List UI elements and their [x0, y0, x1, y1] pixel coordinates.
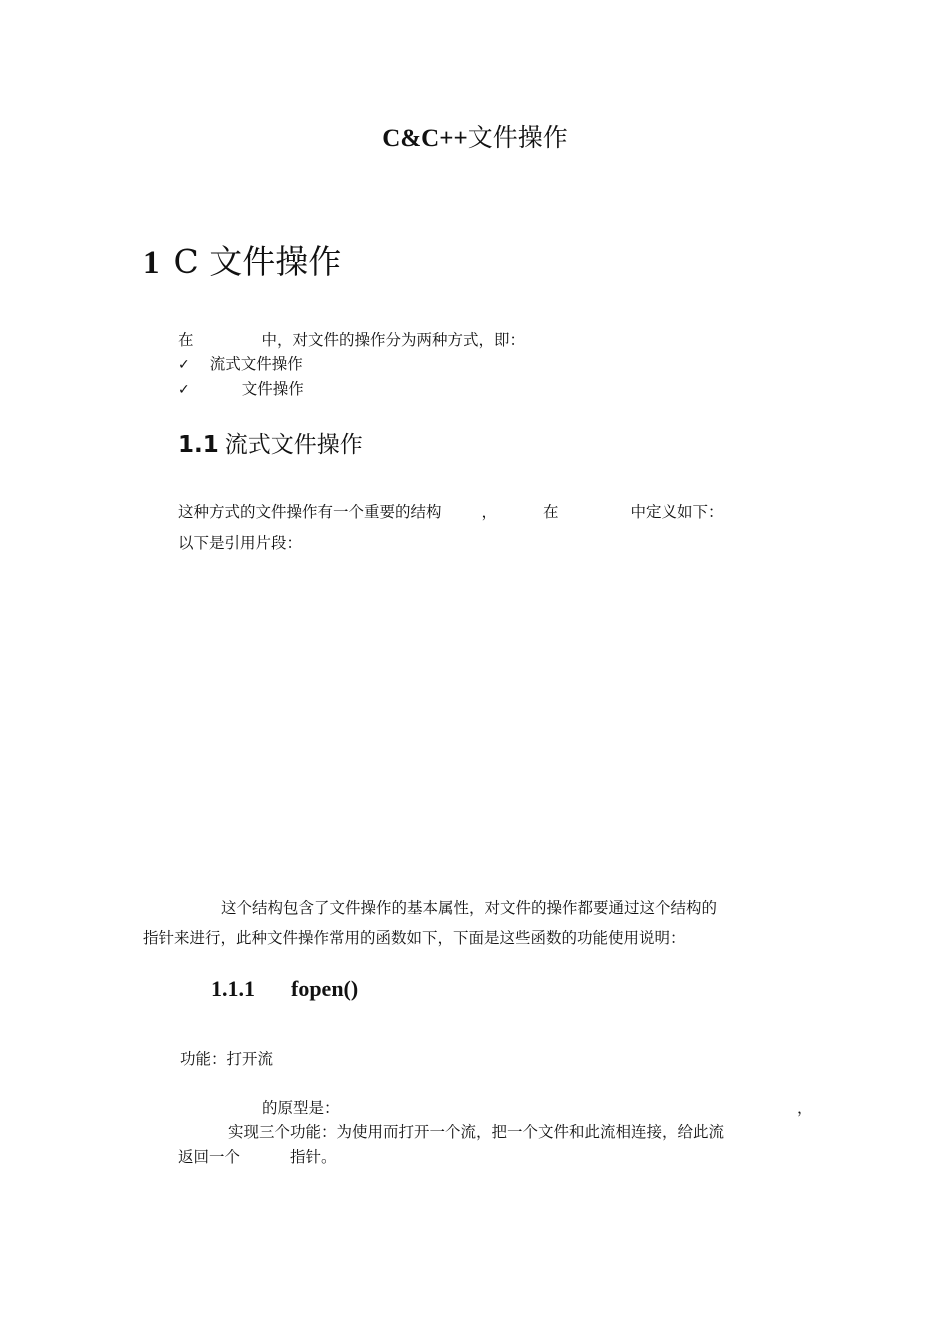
paragraph-line: 指针来进行，此种文件操作常用的函数如下，下面是这些函数的功能使用说明：	[143, 929, 686, 947]
checkmark-icon: ✓	[178, 357, 190, 373]
quote-intro: 以下是引用片段：	[178, 534, 303, 552]
prototype-comma: ，	[797, 1099, 813, 1117]
section-heading-1	[143, 236, 341, 283]
description-line: 返回一个 指针。	[178, 1148, 337, 1166]
list-item: ✓ 流式文件操作	[178, 355, 303, 373]
list-item: ✓ 文件操作	[178, 380, 304, 398]
section-heading-1-1-1: 1.1.1 fopen()	[211, 976, 359, 1001]
checkmark-icon: ✓	[178, 382, 190, 398]
structure-line: 这种方式的文件操作有一个重要的结构 ， 在 中定义如下：	[178, 503, 724, 521]
section-number: 1	[143, 245, 160, 281]
section-label: C 文件操作	[173, 242, 342, 281]
function-line: 功能：打开流	[180, 1050, 274, 1068]
description-line: 实现三个功能：为使用而打开一个流，把一个文件和此流相连接，给此流	[228, 1123, 725, 1141]
intro-line: 在 中，对文件的操作分为两种方式，即：	[178, 331, 526, 349]
document-title: C&C++文件操作	[382, 123, 568, 152]
paragraph-line: 这个结构包含了文件操作的基本属性，对文件的操作都要通过这个结构的	[221, 899, 718, 917]
section-heading-1-1: 1.1 流式文件操作	[178, 432, 363, 458]
prototype-line: 的原型是：	[262, 1099, 340, 1117]
